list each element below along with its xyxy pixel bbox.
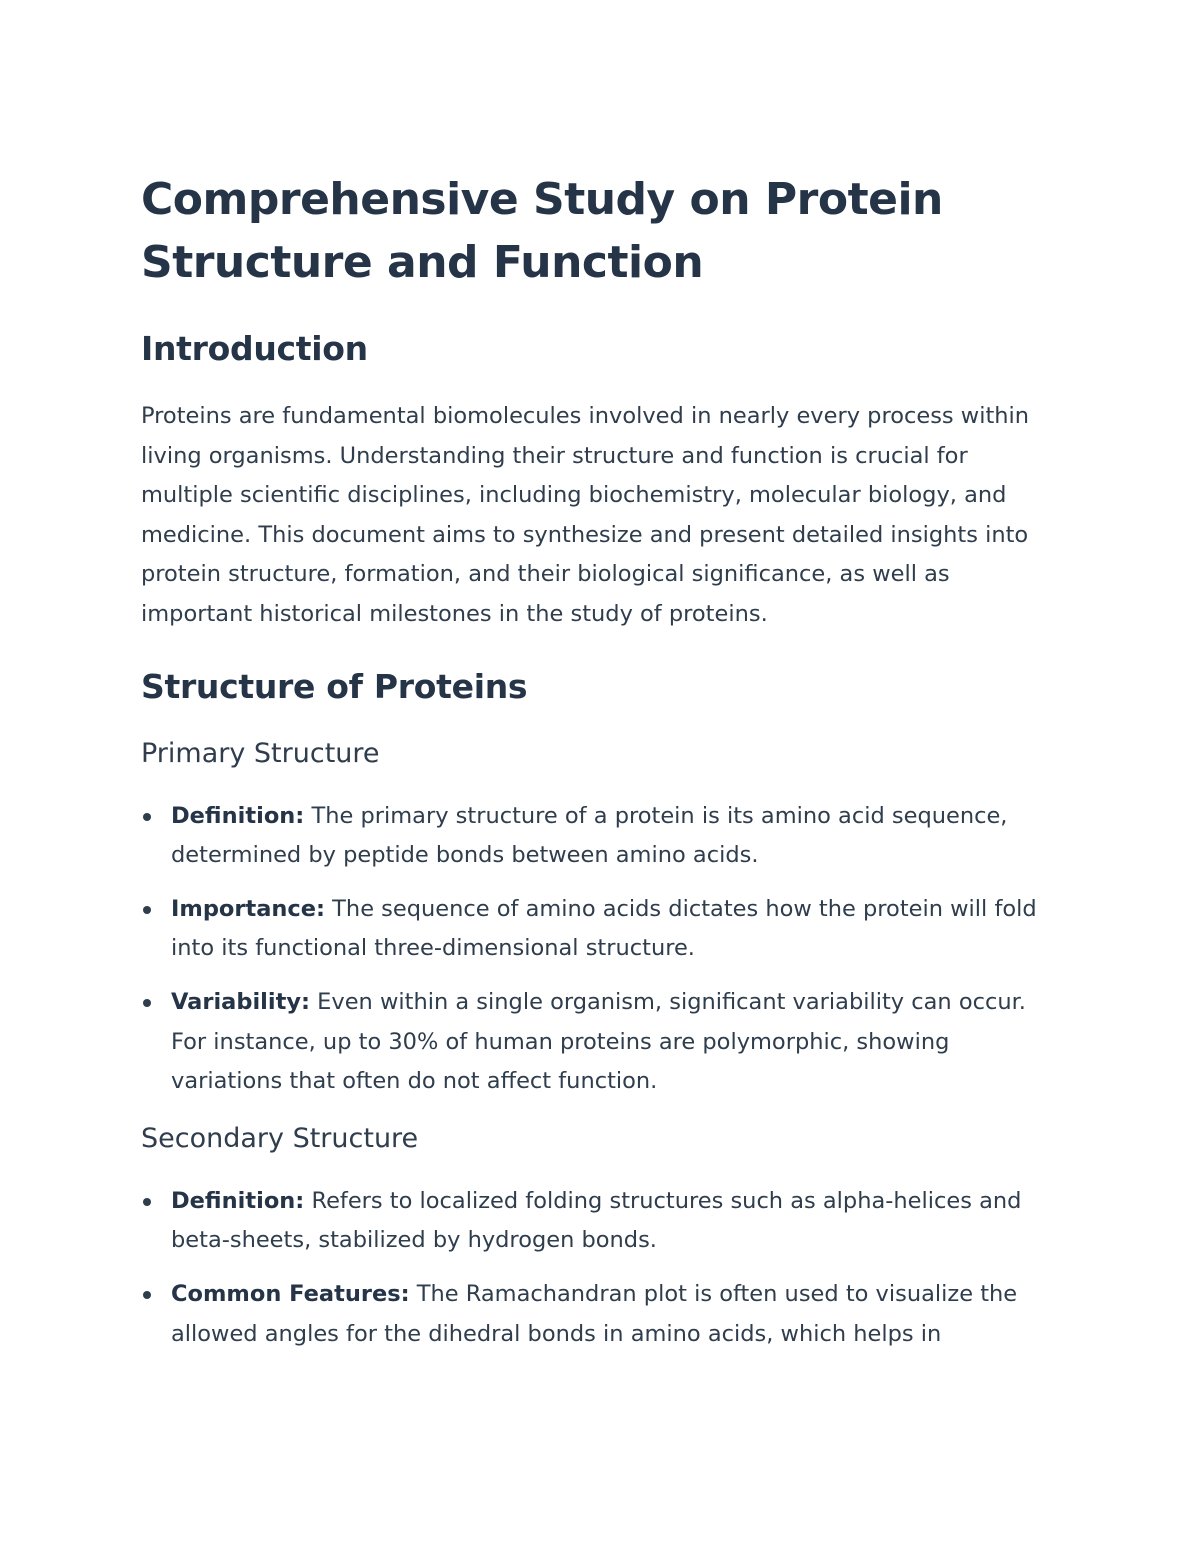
list-item-text: Refers to localized folding structures such as alpha-helices and beta-sheets, stabilized by hydrogen bonds. bbox=[171, 1187, 1022, 1254]
primary-structure-list bbox=[141, 797, 1061, 1102]
list-item-term: Definition: bbox=[171, 1187, 305, 1214]
bullet-icon bbox=[143, 1291, 151, 1299]
list-item bbox=[141, 1182, 1061, 1261]
list-item-term: Importance: bbox=[171, 895, 326, 922]
introduction-paragraph: Proteins are fundamental biomolecules involved in nearly every process within living organisms. Understanding their structure and function is crucial for multiple scientific disciplines, including biochemistry, molecular biology, and medicine. This document aims to synthesize and present detailed insights into protein structure, formation, and their biological significance, as well as important historical milestones in the study of proteins. bbox=[141, 403, 1030, 627]
subsection-heading-secondary-structure: Secondary Structure bbox=[141, 1122, 419, 1154]
list-item-text: The Ramachandran plot is often used to visualize the allowed angles for the dihedral bonds in amino acids, which helps in bbox=[171, 1280, 1018, 1347]
list-item bbox=[141, 1275, 1061, 1354]
list-item-term: Definition: bbox=[171, 802, 305, 829]
list-item-term: Common Features: bbox=[171, 1280, 410, 1307]
list-item bbox=[141, 890, 1061, 969]
subsection-heading-primary-structure: Primary Structure bbox=[141, 737, 380, 769]
bullet-icon bbox=[143, 906, 151, 914]
bullet-icon bbox=[143, 1198, 151, 1206]
list-item-text: The sequence of amino acids dictates how the protein will fold into its functional three-dimensional structure. bbox=[171, 895, 1037, 962]
list-item-term: Variability: bbox=[171, 988, 311, 1015]
section-heading-structure-of-proteins: Structure of Proteins bbox=[141, 666, 528, 706]
list-item bbox=[141, 983, 1061, 1102]
list-item bbox=[141, 797, 1061, 876]
list-item-text: The primary structure of a protein is its amino acid sequence, determined by peptide bonds between amino acids. bbox=[171, 802, 1008, 869]
document-page bbox=[141, 168, 1061, 1368]
secondary-structure-list bbox=[141, 1182, 1061, 1354]
list-item-text: Even within a single organism, significant variability can occur. For instance, up to 30% of human proteins are polymorphic, showing variations that often do not affect function. bbox=[171, 988, 1026, 1095]
section-heading-introduction: Introduction bbox=[141, 329, 368, 368]
bullet-icon bbox=[143, 813, 151, 821]
document-title: Comprehensive Study on Protein Structure and Function bbox=[141, 174, 943, 288]
bullet-icon bbox=[143, 999, 151, 1007]
